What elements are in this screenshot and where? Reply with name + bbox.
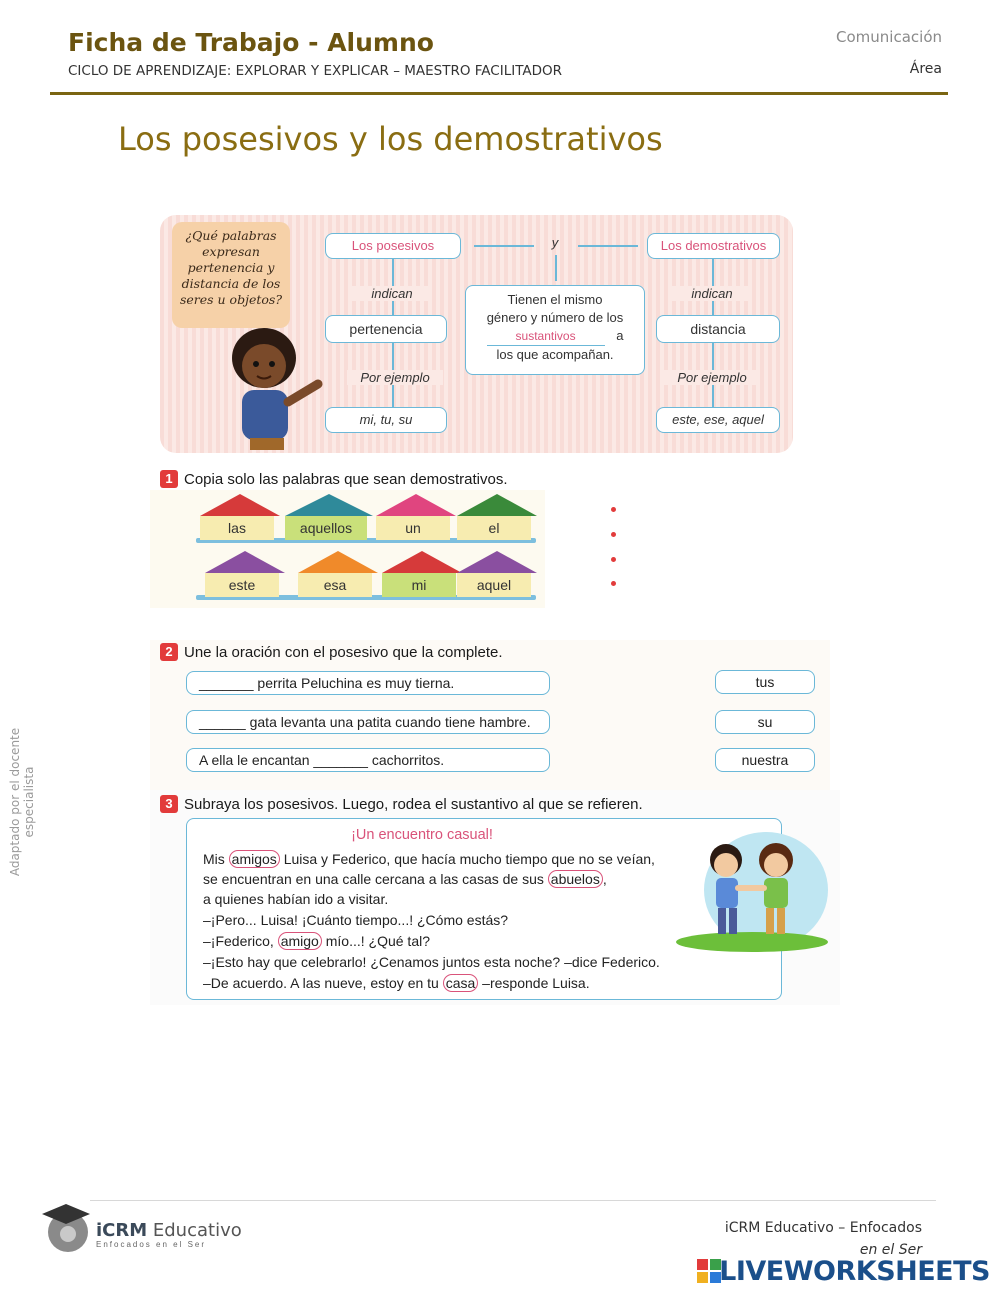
question-text: ¿Qué palabras expresan pertenencia y distancia de los seres u objetos? — [179, 228, 283, 307]
kids-illustration — [676, 832, 828, 952]
ex2-heading — [160, 643, 503, 661]
sentence-pre: A ella le encantan — [199, 752, 314, 768]
arrow-left-line — [474, 245, 534, 247]
ex1-heading — [160, 470, 508, 488]
sentence-text: gata levanta una patita cuando tiene hambre. — [245, 714, 531, 730]
ex3-heading — [160, 795, 643, 813]
arrow-right-line — [578, 245, 638, 247]
option-nuestra[interactable]: nuestra — [715, 748, 815, 772]
story-text: Mis — [203, 851, 229, 867]
arrow-down-line — [555, 255, 557, 281]
story-line-7 — [203, 975, 590, 991]
footer-divider — [90, 1200, 936, 1201]
ex3-number: 3 — [160, 795, 178, 813]
posesivos-box: Los posesivos — [325, 233, 461, 259]
footer-credit-2: en el Ser — [859, 1242, 922, 1258]
area-name: Comunicación — [836, 28, 942, 46]
house-roof — [457, 494, 537, 516]
side-note: Adaptado por el docente especialista — [8, 727, 36, 877]
house-roof — [382, 551, 462, 573]
ex3-instruction: Subraya los posesivos. Luego, rodea el sustantivo al que se refieren. — [184, 796, 643, 813]
story-line-2 — [203, 871, 607, 887]
house-word: mi — [382, 573, 456, 597]
liveworksheets-logo-icon — [697, 1259, 721, 1283]
footer-credit-1: iCRM Educativo – Enfocados — [724, 1220, 922, 1236]
center-text-4: los que acompañan. — [496, 347, 614, 362]
house-word: el — [457, 516, 531, 540]
house-este — [205, 551, 279, 597]
house-word: las — [200, 516, 274, 540]
story-text: mío...! ¿Qué tal? — [321, 933, 430, 949]
pertenencia-box: pertenencia — [325, 315, 447, 343]
story-line-1 — [203, 851, 655, 867]
ex1-instruction: Copia solo las palabras que sean demostrativos. — [184, 471, 508, 488]
house-un — [376, 494, 450, 540]
story-title: ¡Un encuentro casual! — [351, 827, 493, 843]
house-roof — [457, 551, 537, 573]
center-blank: sustantivos — [487, 327, 605, 346]
demostrativos-box: Los demostrativos — [647, 233, 780, 259]
sentence-1[interactable] — [186, 671, 550, 695]
worksheet-subtitle: CICLO DE APRENDIZAJE: EXPLORAR Y EXPLICAR – MAESTRO FACILITADOR — [68, 63, 563, 79]
connector-y: y — [551, 235, 559, 250]
house-las — [200, 494, 274, 540]
answer-bullet-2 — [611, 532, 616, 537]
ejemplo-right: Por ejemplo — [664, 370, 760, 385]
concept-diagram — [0, 0, 1000, 460]
house-aquellos — [285, 494, 367, 540]
story-text: , — [602, 871, 607, 887]
circled-word-casa[interactable]: casa — [443, 974, 479, 992]
house-roof — [205, 551, 285, 573]
circled-word-abuelos[interactable]: abuelos — [548, 870, 603, 888]
house-word: aquel — [457, 573, 531, 597]
house-roof — [285, 494, 373, 516]
circled-word-amigo[interactable]: amigo — [278, 932, 322, 950]
sentence-2[interactable] — [186, 710, 550, 734]
indican-right: indican — [672, 286, 752, 301]
center-text-3: a — [616, 328, 624, 343]
sentence-text: perrita Peluchina es muy tierna. — [253, 675, 455, 691]
liveworksheets-wordmark[interactable]: LIVEWORKSHEETS — [719, 1256, 990, 1287]
house-roof — [200, 494, 280, 516]
footer-tagline: Enfocados en el Ser — [96, 1240, 207, 1249]
answer-bullet-3 — [611, 557, 616, 562]
sentence-blank: _______ — [199, 675, 254, 691]
house-roof — [298, 551, 378, 573]
sentence-3[interactable] — [186, 748, 550, 772]
house-mi — [382, 551, 456, 597]
house-word: un — [376, 516, 450, 540]
center-text-2: género y número de los — [486, 310, 624, 325]
page-title: Los posesivos y los demostrativos — [118, 120, 663, 158]
example-posesivos: mi, tu, su — [325, 407, 447, 433]
story-line-5 — [203, 933, 430, 949]
center-text-1: Tienen el mismo — [507, 292, 603, 307]
house-word: este — [205, 573, 279, 597]
story-line-4: –¡Pero... Luisa! ¡Cuánto tiempo...! ¿Cómo estás? — [203, 912, 509, 928]
distancia-box: distancia — [656, 315, 780, 343]
answer-bullet-1 — [611, 507, 616, 512]
story-text: –responde Luisa. — [478, 975, 590, 991]
option-tus[interactable]: tus — [715, 670, 815, 694]
sentence-blank: _______ — [313, 752, 368, 768]
icrm-logo-icon — [38, 1200, 92, 1256]
story-line-3: a quienes habían ido a visitar. — [203, 891, 389, 907]
house-el — [457, 494, 531, 540]
example-demostrativos: este, ese, aquel — [656, 407, 780, 433]
house-roof — [376, 494, 456, 516]
story-text: se encuentran en una calle cercana a las casas de sus — [203, 871, 548, 887]
area-label: Área — [909, 61, 942, 77]
center-blank-row — [466, 327, 644, 346]
brand-bold: iCRM — [96, 1220, 148, 1241]
house-aquel — [457, 551, 531, 597]
center-rule-box — [465, 285, 645, 375]
worksheet-title: Ficha de Trabajo - Alumno — [68, 28, 434, 57]
indican-left: indican — [352, 286, 432, 301]
story-text: –¡Federico, — [203, 933, 278, 949]
house-word: aquellos — [285, 516, 367, 540]
house-word: esa — [298, 573, 372, 597]
ex1-number: 1 — [160, 470, 178, 488]
footer-brand — [96, 1220, 242, 1241]
story-line-6: –¡Esto hay que celebrarlo! ¿Cenamos juntos esta noche? –dice Federico. — [203, 954, 660, 970]
ex2-instruction: Une la oración con el posesivo que la complete. — [184, 644, 503, 661]
answer-bullet-4 — [611, 581, 616, 586]
ejemplo-left: Por ejemplo — [347, 370, 443, 385]
circled-word-amigos[interactable]: amigos — [229, 850, 280, 868]
sentence-text: cachorritos. — [367, 752, 445, 768]
sentence-blank: ______ — [199, 714, 246, 730]
story-text: –De acuerdo. A las nueve, estoy en tu — [203, 975, 443, 991]
brand-rest: Educativo — [147, 1220, 242, 1241]
option-su[interactable]: su — [715, 710, 815, 734]
ex2-number: 2 — [160, 643, 178, 661]
house-esa — [298, 551, 372, 597]
story-text: Luisa y Federico, que hacía mucho tiempo que no se veían, — [279, 851, 655, 867]
